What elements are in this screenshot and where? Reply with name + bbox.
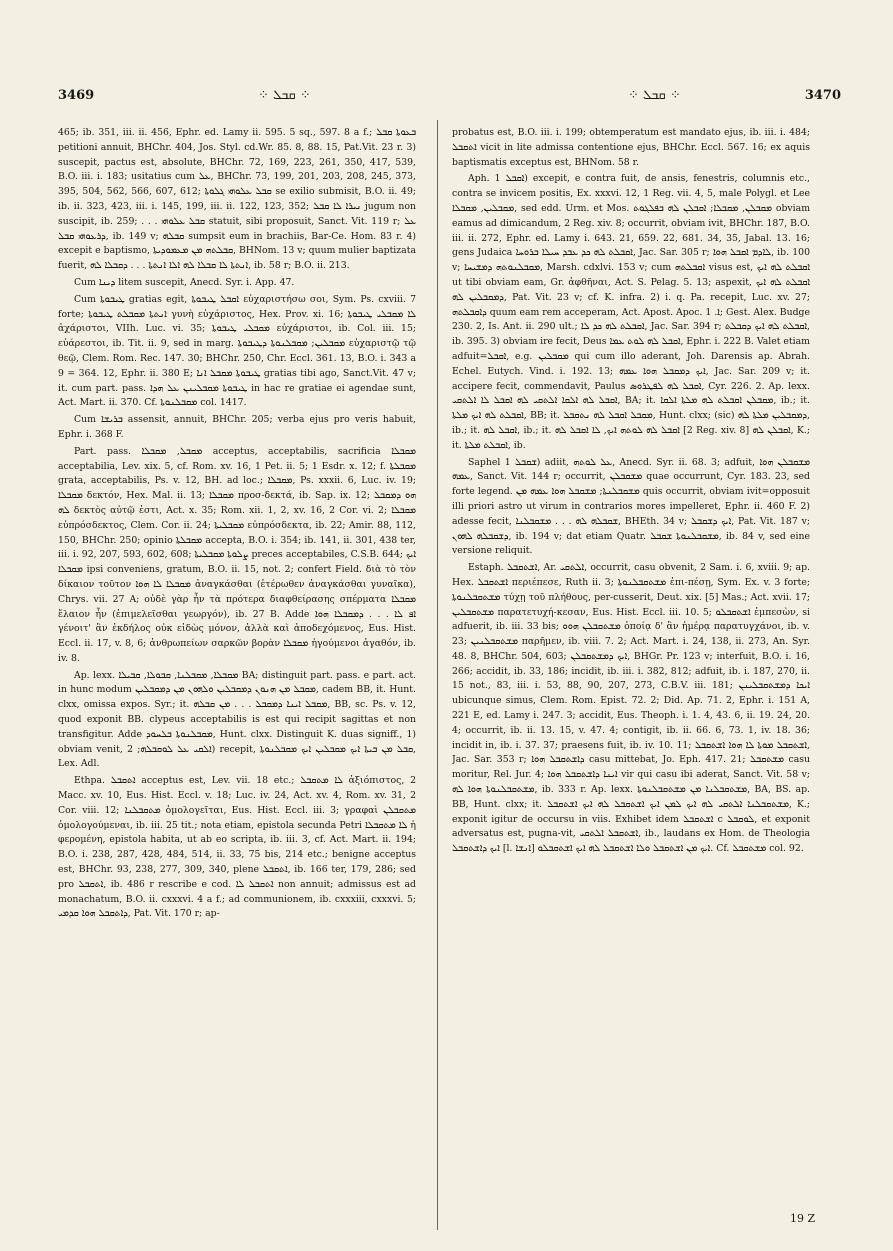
left-paragraph-5: Part. pass. ܡܩܒܠ, ܡܩܒܠܐ acceptus, acceptabilis, sacrificia ܡܩܒܠܐ acceptabilia, Lev. xix. 5, cf. Rom. xv. 16, 1 Pet. ii. 5; 1 Esdr. x. 12; f. ܡܩܒܠܬܐ grata, acceptabilis, Ps. v. 12, BH. ad loc.; ܡܩܒܠܐ, Ps. xxxii. 6, Luc. iv. 19; ܡܩܒܠܐ δεκτόν, Hex. Mal. ii. 13; ܡܩܒܠܐ προσ-δεκτά, ib. Sap. ix. 12; ܗܘ ܕܡܩܒܠ ܠܗ δεκτὸς αὐτῷ ἐστι, Act. x. 35; Rom. xii. 1, 2, xv. 16, 2 Cor. vi. 2; ܡܩܒܠܐ εὐπρόσδεκτος, Clem. Cor. ii. 24; ܡܩܒܠܝܬܐ εὐπρόσδεκτα, ib. 22; Amir. 88, 112, 150, BHChr. 250; opinio ܡܩܒܠܬܐ accepta, B.O. i. 354; ib. 141, ii. 301, 438 ter, iii. i. 92, 207, 593, 602, 608; ܨܠܘܬܐ ܡܩܒܠܝܬܐ preces acceptabiles, C.S.B. 644; ܐܝܟ ܡܩܒܠܐ ipsi conveniens, gratum, B.O. ii. 15, not. 2; confert Field. διὰ τὸ τὸν δίκαιον τοῦτον ܡܩܒܠܐ ܠܐ ܗܘܐ ἀναγκάσθαι (ἑτέρωθεν ἀναγκάσθαι γυναῖκα), Chrys. vii. 27 A; οὐδὲ γὰρ ἦν τὰ πρότερα διαφθείρασης σπέρματα ܡܩܒܠܐ ἔλαιον ἦν (ἐπιμελεῖσθαι γεωργόν), ib. 27 B. Adde ܐܦ ܠܐ . . . ܕܡܩܒܠܐ ܗܘܐ γένοιτ' ἂν ἐκδήλος οὐκ εἰδὼς μόνον, ἀλλὰ καὶ ἀποδεχόμενος, Eus. Hist. Eccl. ii. 17, v. 8, 6; ἀνθρωπείων σαρκῶν βορὰν ܡܩܒܠܐ ἡγούμενοι ἀγαθόν, ib. iv. 8. [58, 445, 416, 664]
right-paragraph-4: Estaph. ܐܫܬܩܒܠ, Ar. ܐܠܬܩܝ, occurrit, casu obvenit, 2 Sam. i. 6, xviii. 9; ap. Hex. ܐܫܬܩܒܠ περιέπεσε, Ruth ii. 3; ܡܫܬܩܒܠܢܘܬܐ ἐπι-πέσῃ, Sym. Ex. v. 3 forte; ܡܫܬܩܒܠܢܘܬܐ τύχῃ τοῦ πλήθους, per-cusserit, Deut. xix. [5] Mas.; Act. xvii. 17; ܡܫܬܩܒܠܝܢ παρατετυχή-κεσαν, Eus. Hist. Eccl. iii. 10. 5; ܐܫܬܩܒܠܘ ἐμπεσὼν, si adfuerit, ib. iii. 33 bis; ܡܫܬܩܒܠܢ ܗܘܘ ὁποίᾳ δ' ἂν ἡμέρᾳ παρατυγχάνοι, ib. v. 23; ܡܫܬܩܒܠܢܝܢ παρῆμεν, ib. viii. 7. 2; Act. Mart. i. 24, 138, ii. 273, An. Syr. 48. 8, BHChr. 504, 603; ܐܝܟ ܕܡܫܬܩܒܠܢ, BHGr. Pr. 123 v; interfuit, B.O. i. 16, 266; accidit, ib. 33, 186; incidit, ib. iii. i. 382, 812; adfuit, ib. i. 187, 270, ii. 15 not., 83, iii. i. 53, 88, 90, 207, 273, C.B.V. iii. 181; ܐܝܟܐ ܕܡܫܬܩܒܠܝܢܢ ubicunque simus, Clem. Rom. Epist. 72. 2; Did. Ap. 71. 2, Ephr. i. 151 A, 221 E, ed. Lamy i. 247. 3; accidit, Eus. Theoph. i. 1. 4, 43. 6, ii. 19. 24, 20. 4; occurrit, ib. ii. 13. 15, v. 47. 4; contigit, ib. ii. 66. 6, 73. 1, iv. 18. 36; incidit in, ib. i. 37. 37; praesens fuit, ib. iv. 10. 11; ܐܫܬܩܒܠ ܡܘܬܐ ܠܐ ܗܘܐ ܐܫܬܩܒܠ, Jac. Sar. 353 r; ܕܐܫܬܩܒܠ ܗܘܐ casu mittebat, Jo. Eph. 417. 21; ܡܫܬܩܒܠ casu moritur, Rel. Jur. 4; ܐܝܢܐ ܕܐܫܬܩܒܠ ܗܘܐ vir qui casu ibi aderat, Sanct. Vit. 58 v; ܡܫܬܩܒܠܢܘܬܐ ܗܘܐ ܠܗ, ib. 333 r. Ap. lexx. ܡܫܬܩܒܠܢܐ ܡܢ ܡܫܬܩܒܠܢܘܬܐ, BA, BS. ap. BB, Hunt. clxx; it. ܡܫܬܩܒܠܢܐ ܐܠܬܩܝ ܠܗ ܐܝܟ ܠܡܢ ܐܝܟ ܐܫܬܩܒܠ ܠܗ ܐܝܟ ܐܫܬܩܒܠ, K.; exponit igitur de occursu in viis. Exhibet idem ܐܫܬܩܒܠ c ܠܘܩܒܠ, et exponit adversatus est, pugna-vit, ܐܫܬܩܒܠ ܐܠܬܩܝ, ib., laudans ex Hom. de Theologia ܐܝܟ ܕܐܫܬܩܒܠ [l. ܐܢܫܐ] ܐܝܟ ܡܢ ܐܫܬܩܒܠ ܘܠܐ ܐܫܬܩܒܠ ܠܗ ܐܝܟ ܐܫܬܩܒܠܘ. Cf. ܡܫܬܩܒܠ col. 92. [452, 562, 810, 855]
page-number-right: 3470 [804, 88, 841, 103]
right-paragraph-2: Aph. ܐܩܒܠ 1) excepit, e contra fuit, de ansis, fenestris, columnis etc., contra se invicem positis, Ex. xxxvi. 12, 1 Reg. vii. 4, 5, male Polygl. et Lee ܡܩܒܠܝܢ, ܡܩܒܠܐ, sed edd. Urm. et Mos. ܡܩܒܠܢ, ܡܩܒܠܐ; ܐܩܒܠܢ ܠܗ ܒܦܠܓܘܬ obviam eamus ad dimicandum, 2 Reg. xiv. 8; occurrit, obviam ivit, BHChr. 187, B.O. iii. ii. 272, Ephr. ed. Lamy i. 643. 21, 659. 22, 681. 34, 35, Jabal. 13. 16; gens Judaica ܐܩܒܠܬ ܠܗ ܟܕ ܥܒܕ ܚܝܠܐ ܒܪܘܚܐ, Jac. Sar. 305 r; ܠܐܕܡ ܐܩܒܠ ܗܘܐ, ib. 100 v; ܡܩܒܠܢܘܬܗ ܕܡܫܝܚܐ, Marsh. cdxlvi. 153 v; cum ܐܩܒܠܬܗ visus est, ܐܩܒܠܬ ܠܗ ܐܝܟ ut tibi obviam eam, Gr. ἀφθῆναι, Act. S. Pelag. 5. 13; aspexit, ܐܩܒܠܬ ܠܗ ܐܝܟ ܕܡܩܒܠܝܢ ܠܗ, Pat. Vit. 23 v; cf. K. infra. 2) i. q. Pa. recepit, Luc. xv. 27; ܕܐܩܒܠܬܗ quum eam rem acceperam, Act. Apost. Apoc. ܐ. 1; Gest. Alex. Budge 230. 2, Is. Ant. ii. 290 ult.; ܐܩܒܠܬ ܠܗ ܟܕ ܠܐ, Jac. Sar. 394 r; ܐܩܒܠܬ ܠܗ ܐܝܟ ܕܩܒܠܬ, ib. 395. 3) obviam ire fecit, Deus ܐܩܒܠ ܠܗ ܠܘܬ ܥܡܐ, Ephr. i. 222 B. Valet etiam adfuit=ܐܩܒܠ, e.g. ܡܩܒܠܝܢ qui cum illo aderant, Joh. Darensis ap. Abrah. Echel. Eutych. Vind. i. 192. 13; ܐܝܟ ܕܡܩܒܠ ܗܘܐ ܥܡܗ, Jac. Sar. 209 v; it. accipere fecit, commendavit, Paulus ܐܩܒܠ ܠܗ ܠܦܛܪܘܣ, Cyr. 226. 2. Ap. lexx. ܐܩܒܠ ܠܗ ܐܠܩܐ ܐܠܬܩܝ ܠܗ ܐܩܒܠ ܠܐ ܐܠܬܩܝ, BA; it. ܡܩܒܠܢ ܐܩܒܠܬ ܠܗ ܡܠܬܐ ܐܠܩܐ, ib.; it. ܐܩܒܠܬ ܠܗ ܐܝܟ ܡܠܬܐ, BB; it. ܡܩܒܠ ܐܩܒܠ ܠܗ ܢܬܩܒܠ, Hunt. clxx; (sic) ܕܡܩܒܠܝܢ ܡܠܬܐ ܠܗ, ib.; it. ܐܩܒܠ ܠܗ, ib.; it. ܐܩܒܠ ܠܗ ܠܘܬܗ ܐܝܟ, ܠܐ ܐܩܒܠ ܠܗ [2 Reg. xiv. 8] ܐܩܒܠܢ ܠܗ, K.; it. ܐܩܒܠܬ ܡܠܬܐ, ib. [452, 173, 810, 451]
page-number-left: 3469 [58, 88, 95, 103]
left-paragraph-4: Cum ܒܪܝܫܐ assensit, annuit, BHChr. 205; verba ejus pro veris habuit, Ephr. i. 368 F. [58, 414, 416, 440]
right-paragraph-3: Saphel ܫܩܒܠ 1) adiit, ܥܠ ܠܘܬܗ, Anecd. Syr. ii. 68. 3; adfuit, ܡܫܩܒܠܢ ܗܘܐ ܥܡܗ, Sanct. Vit. 144 r; occurrit, ܡܫܩܒܠܢ quae occurrunt, Cyr. 183. 23, sed forte legend. ܡܫܩܒܠܢܬܐ; ܡܫܩܒܠ ܗܘܐ ܥܡܗ ܡܢ quis occurrit, obviam ivit=opposuit illi priori astro ut virum in contrarios mores impelleret, Ephr. ii. 460 F. 2) adesse fecit, ܫܩܒܠܗ ܠܗ . . . ܡܫܩܒܠܢܐ, BHEth. 34 v; ܐܝܟ ܕܫܩܒܠ, Pat. Vit. 187 v; ܕܫܩܒܠܗ ܠܗܘܢ, ib. 194 v; dat etiam Quatr. ܡܫܩܒܠܢܘܬܐ ܫܩܒܠ, ib. 84 v, sed eine versione reliquit. [452, 456, 810, 557]
left-paragraph-6: Ap. lexx. ܡܩܒܠܐ, ܡܩܒܠܢܐ, ܩܒܘܠܐ, ܩܒܝܠܐ BA; distinguit part. pass. e part. act. in hunc modum ܡܩܒܠ ܡܢ ܗܢܘܢ ܕܡܩܒܠܝܢ ܘܠܗܘܢ ܡܢ ܕܡܩܒܠܝܢ, cadem BB, it. Hunt. clxx, omissa expos. Syr.; it. ܡܩܒܠ ܐܝܢܐ ܕܡܩܒܠ . . . ܡܢ ܩܒܠܗ, BB, sc. Ps. v. 12, quod exponit BB. clypeus acceptabilis is est qui recipit sagittas et non transfigitur. Adde ܡܩܒܠܢܘܬܐ ܒܠܚܘܕ, Hunt. clxx. Distinguit K. duas signiff., 1) obviam venit, ܐܠܩܝ ܥܠ ܠܘܩܒܠܗ; 2) recepit, ܩܒܠ ܡܢ ܒܝܬܐ ܐܝܟ ܡܩܒܠܝܢ ܐܝܟ ܡܩܒܠܢܘܬܐ, Lex. Adl. [58, 669, 416, 770]
left-column [58, 126, 416, 1216]
left-paragraph-1: 465; ib. 351, iii. ii. 456, Ephr. ed. Lamy ii. 595. 5 sq., 597. 8 a f.; ܒܥܘܬܐ ܩܒܠ petitioni annuit, BHChr. 404, Jos. Styl. cd.Wr. 85. 8, 88. 15, Pat.Vit. 23 r. 3) suscepit, pactus est, absolute, BHChr. 72, 169, 223, 261, 350, 417, 539, B.O. iii. i. 183; usitatius cum ܥܠ, BHChr. 73, 199, 201, 203, 208, 245, 373, 395, 504, 562, 566, 607, 612; ܩܒܠ ܥܠܘܗܝ ܓܠܘܬܐ se exilio submisit, B.O. ii. 49; ib. ii. 323, 423, iii. i. 145, 199, iii. ii. 122, 123, 352; ܢܝܪܐ ܠܐ ܩܒܠ jugum non suscipit, ib. 259; . . . ܩܒܠ ܥܠܘܗܝ statuit, sibi proposuit, Sanct. Vit. 119 r; ܥܠ ܕܪܥܘܗܝ ܩܒܠ, ib. 149 v; ܩܒܠܗ sumpsit eum in brachiis, Bar-Ce. Hom. 83 r. 4) excepit e baptismo, ܩܒܠܬܗ ܡܢ ܡܥܡܘܕܝܬܐ, BHNom. 13 v; quum mulier baptizata fuerit, ܐܢܬܬܐ ܠܐ ܩܒܠܐ ܠܗ ܐܠܐ ܐܢܬܬܐ . . . ܕܩܒܠܐ ܠܗ, ib. 58 r; B.O. ii. 213. [58, 127, 416, 272]
headword-right: ⁘ ܩܒܠ ⁘ [628, 88, 681, 103]
column-divider [437, 120, 438, 1230]
left-paragraph-7: Ethpa. ܐܬܩܒܠ acceptus est, Lev. vii. 18 etc.; ܠܐ ܡܬܩܒܠ ἀξιόπιστος, 2 Macc. xv. 10, Eus. Hist. Eccl. v. 18; Luc. iv. 24, Act. xv. 4, Rom. xv. 31, 2 Cor. viii. 12; ܡܬܩܒܠܢܐ ὁμολογεῖται, Eus. Hist. Eccl. iii. 3; γραφαὶ ܡܬܩܒܠܢ ὁμολογούμεναι, ib. iii. 25 tit.; nota etiam, epistola secunda Petri ܠܐ ܡܬܩܒܠܐ ἡ φερομένη, epistola habita, ut ab eo scripta, ib. iii. 3, cf. Act. Mart. ii. 194; B.O. i. 238, 287, 428, 484, 514, ii. 33, 75 bis, 214 etc.; benigne acceptus est, BHChr. 93, 238, 277, 309, 340, plene ܐܬܩܒܠ, ib. 166 ter, 179, 286; sed pro ܐܬܩܒܠ, ib. 486 r rescribe e cod. ܐܬܩܒܠ ܠܐ non annuit; admissus est ad monachatum, B.O. ii. cxxxvi. 4 a f.; ad communionem, ib. cxxxiii, cxxxvi. 5; ܕܐܬܩܒܠ ܗܘܐ ܩܕܡܝ, Pat. Vit. 170 r; ap- [58, 775, 416, 920]
running-head [58, 88, 841, 110]
right-column [452, 126, 810, 1216]
right-paragraph-1: probatus est, B.O. iii. i. 199; obtemperatum est mandato ejus, ib. iii. i. 484; ܐܬܩܒܠ vicit in lite admissa contentione ejus, BHChr. Eccl. 567. 16; ex aquis baptismatis exceptus est, BHNom. 58 r. [452, 127, 810, 168]
headword-left: ⁘ ܩܒܠ ⁘ [258, 88, 311, 103]
left-paragraph-3: Cum ܛܝܒܘܬܐ gratias egit, ܐܩܒܠ ܛܝܒܘܬܐ εὐχαριστήσω σοι, Sym. Ps. cxviii. 7 forte; ܐܢܬܬܐ ܡܩܒܠܬ ܛܝܒܘܬܐ γυνὴ εὐχάριστος, Hex. Prov. xi. 16; ܠܐ ܡܩܒܠܝ ܛܝܒܘܬܐ ἀχάριστοι, VIIh. Luc. vi. 35; ܡܩܒܠܝ ܛܝܒܘܬܐ εὐχάριστοι, ib. Col. iii. 15; εὐάρεστοι, ib. Tit. ii. 9, sed in marg. ܡܩܒܠܝܢ; ܡܩܒܠܢܘܬܐ ܕܛܝܒܘܬܐ εὐχαριστῷ τῷ θεῷ, Clem. Rom. Rec. 147. 30; BHChr. 250, Chr. Eccl. 361. 13, B.O. i. 343 a 9 = 364. 12, Ephr. ii. 380 E; ܛܝܒܘܬܐ ܡܩܒܠ ܐܢܐ gratias tibi ago, Sanct.Vit. 47 v; it. cum part. pass. ܛܝܒܘܬܐ ܡܩܒܠܝܢܢ ܥܠ ܗܕܐ in hac re gratiae ei agendae sunt, Act. Mart. ii. 370. Cf. ܡܩܒܠܢܘܬܐ col. 1417. [58, 293, 416, 409]
signature-mark: 19 Z [790, 1212, 816, 1225]
left-paragraph-2: Cum ܕܝܢܐ litem suscepit, Anecd. Syr. i. App. 47. [74, 276, 295, 288]
